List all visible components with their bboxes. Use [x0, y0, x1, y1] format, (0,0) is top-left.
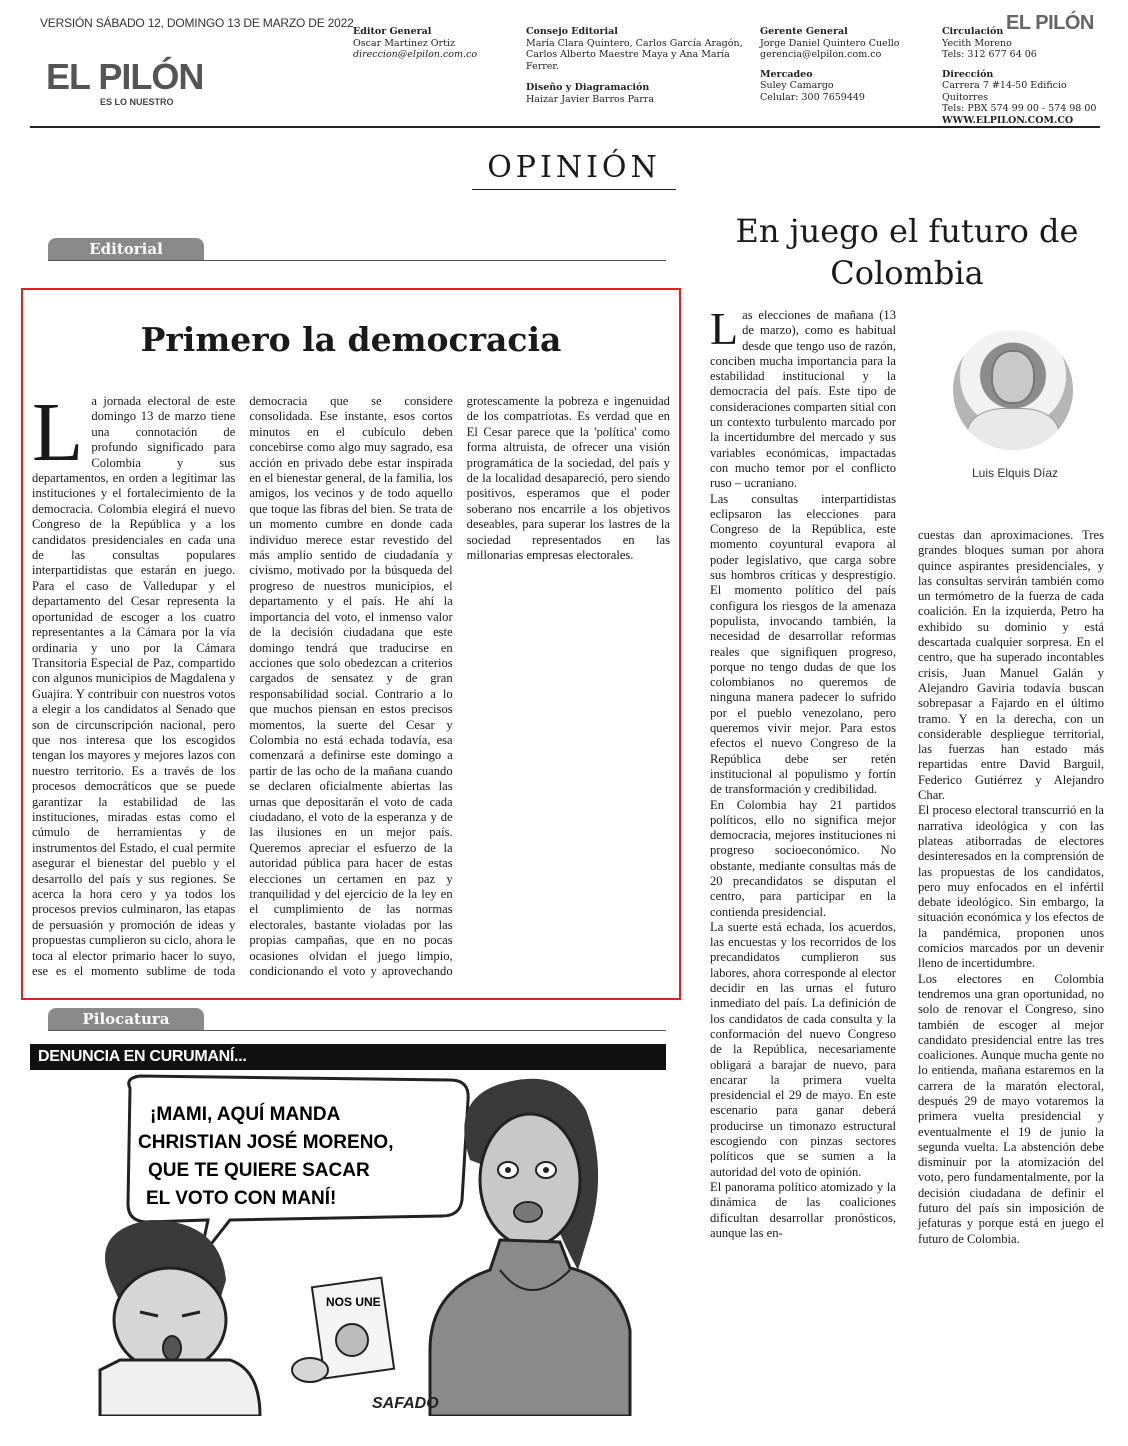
bubble-line-3: QUE TE QUIERE SACAR	[148, 1160, 370, 1181]
cartoon-tab: Pilocatura	[48, 1008, 204, 1030]
editorial-headline: Primero la democracia	[140, 320, 562, 359]
staff-circulacion: Circulación Yecith Moreno Tels: 312 677 64 06 Dirección Carrera 7 #14-50 Edificio Quitorres Tels: PBX 574 99 00 - 574 98 00 WWW.ELPILON.COM.CO	[942, 26, 1112, 126]
editor-email[interactable]: direccion@elpilon.com.co	[353, 49, 478, 60]
editorial-rule	[48, 260, 666, 261]
gerente-email[interactable]: gerencia@elpilon.com.co	[760, 49, 882, 60]
masthead-rule	[30, 126, 1100, 128]
bubble-line-1: ¡MAMI, AQUÍ MANDA	[150, 1104, 341, 1125]
website-link[interactable]: WWW.ELPILON.COM.CO	[942, 114, 1074, 126]
column-headline: En juego el futuro de Colombia	[735, 212, 1079, 292]
staff-gerente: Gerente General Jorge Daniel Quintero Cuello gerencia@elpilon.com.co Mercadeo Suley Camargo Celular: 300 7659449	[760, 26, 930, 103]
cartoon-illustration	[30, 1070, 666, 1416]
editorial-dropcap: L	[32, 386, 84, 479]
cartoonist-signature: SAFADO	[372, 1395, 439, 1412]
flyer-text: NOS UNE	[326, 1295, 381, 1309]
author-photo	[953, 330, 1073, 450]
column-text-1: Las elecciones de mañana (13 de marzo), como es habitual desde que tengo uso de razón, conciben mucha importancia para la estabilidad institucional y la democracia del país. Este tipo de consideraciones comparten sitial con un contexto turbulento marcado por la incertidumbre del mercado y sus variables económicas, impactadas con mucho temor por el conflicto ruso – ucraniano. Las consultas interpartidistas eclipsaron las elecciones para Congreso de la República, este momento coyuntural evapora al poder legislativo, que carga sobre sus hombros críticas y desprestigio. El momento político del país configura los riesgos de la amenaza populista, invocando también, la necesidad de desarrollar reformas reales que signifiquen progreso, porque no tengo dudas de que los colombianos no queremos de ninguna manera padecer lo sufrido por el pueblo venezolano, pero queremos vivir mejor. Para estos efectos el nuevo Congreso de la República debe ser retén institucional al populismo y fortín de transformación y credibilidad. En Colombia hay 21 partidos políticos, ello no significa mejor democracia, mejores instituciones ni progreso socioeconómico. No obstante, mediante consultas más de 20 precandidatos se disputan el centro, para participar en la contienda presidencial. La suerte está echada, los acuerdos, las encuestas y los recorridos de los precandidatos cumplieron sus labores, ahora corresponde al elector decidir en las urnas el futuro inmediato del país. La definición de los candidatos de cada consulta y la conformación del nuevo Congreso de la República, necesariamente obligará a barajar de nuevo, para encarar la primera vuelta presidencial el 29 de mayo. En este escenario para ganar deberá producirse un timonazo estructural escogiendo con pinzas sectores políticos que se sumen a la autoridad del voto de opinión. El panorama político atomizado y la dinámica de las coaliciones dificultan desarrollar pronósticos, aunque las en-	[710, 303, 896, 1240]
cartoon-title: DENUNCIA EN CURUMANÍ...	[30, 1044, 666, 1070]
edition-date: VERSIÓN SÁBADO 12, DOMINGO 13 DE MARZO DE 2022	[40, 16, 354, 30]
editorial-body: La jornada electoral de este domingo 13 de marzo tiene una connotación de profundo significado para Colombia y sus departamentos, en orden a legitimar las instituciones y el fortalecimiento de la democracia. Colombia elegirá el nuevo Congreso de la República y a los candidatos presidenciales en cada una de las consultas populares interpartidistas que estarán en juego. Para el caso de Valledupar y el departamento del Cesar representa la oportunidad de escoger a los cuatro representantes a la Cámara por la vía ordinaria y uno por la Cámara Transitoria Especial de Paz, compartido con algunos municipios de Magdalena y Guajira. Y contribuir con nuestros votos a elegir a los candidatos al Senado que son de circunscripción nacional, pero que nos interesa que los escogidos tengan los mayores y mejores lazos con nuestro territorio. Es a través de los procesos democráticos que se puede garantizar la estabilidad de las instituciones, miradas estas como el cúmulo de herramientas y de instrumentos del Estado, el cual permite asegurar el bienestar del pueblo y el desarrollo del país y sus regiones. Se acerca la hora cero y ya todos los procesos previos culminaron, las etapas de persuasión y promoción de ideas y propuestas cumplieron su ciclo, ahora le toca al elector primario hacer lo suyo, ese es el momento sublime de toda democracia que se considere consolidada. Ese instante, esos cortos minutos en el cubículo deben concebirse como algo muy sagrado, esa acción en privado debe estar inspirada en el bienestar general, de la familia, los amigos, los vecinos y de todo aquello que toque las fibras del bien. Se trata de un momento cumbre en donde cada individuo merece estar revestido del más amplio sentido de ciudadanía y civismo, motivado por la búsqueda del progreso de nuestros municipios, el departamento y el país. He ahí la importancia del voto, el inmenso valor de la decisión ciudadana que este domingo tendrá que traducirse en acciones que solo obedezcan a criterios cargados de sensatez y de gran responsabilidad social. Contrario a lo que muchos piensan en estos precisos momentos, la suerte del Cesar y Colombia no está echada todavía, esa comenzará a definirse este domingo a partir de las ocho de la mañana cuando se declaren oficialmente abiertas las urnas que depositarán el voto de cada ciudadano, el voto de la esperanza y de las ilusiones en un mejor país. Queremos apreciar el esfuerzo de la autoridad pública para hacer de estas elecciones un certamen en paz y tranquilidad y del ejercicio de la ley en el cumplimiento de las normas electorales, bastante violadas por las propias campañas, que en no pocas ocasiones olvidan el juego limpio, condicionando el voto y aprovechando grotescamente la pobreza e ingenuidad de los compatriotas. Es verdad que en El Cesar parece que la 'política' como forma altruista, de ofrecer una visión programática de la sociedad, del país y de la localidad desapareció, pero siendo positivos, esperamos que el poder soberano nos encarrile a los objetivos deseables, para superar los lastres de la sociedad representados en las millonarias empresas electorales.	[32, 386, 670, 979]
editorial-box	[21, 288, 681, 1000]
bubble-line-4: EL VOTO CON MANÍ!	[146, 1188, 337, 1209]
newspaper-logo: EL PILÓN	[46, 56, 204, 97]
editorial-tab: Editorial	[48, 238, 204, 260]
section-title: OPINIÓN	[472, 150, 676, 190]
column-dropcap: L	[710, 303, 739, 354]
column-text-2: cuestas dan aproximaciones. Tres grandes bloques suman por ahora quince aspirantes presidenciales, y las consultas servirán también como un termómetro de la fuerza de cada coalición. En la izquierda, Petro ha exhibido su dominio y está descartada cualquier sorpresa. En el centro, que ha superado incontables crisis, Juan Manuel Galán y Alejandro Gaviria todavía buscan sobrepasar a Fajardo en el último tramo. Y en la derecha, con un considerable despliegue territorial, las fuerzas han estado más repartidas entre David Barguil, Federico Gutiérrez y Alejandro Char. El proceso electoral transcurrió en la narrativa ideológica y con las plateas atiborradas de electores desinteresados en la comprensión de las propuestas de los candidatos, pero muy enfocados en el infértil debate ideológico. Sin embargo, la situación económica y los efectos de la pandémica, proponen unos comicios marcados por un devenir lleno de incertidumbre. Los electores en Colombia tendremos una gran oportunidad, no solo de renovar el Congreso, sino también de escoger al mejor candidato presidencial entre las tres coaliciones. Aunque mucha gente no lo entienda, mañana estaremos en la carrera de la maratón electoral, después 29 de mayo votaremos la primera vuelta presidencial y eventualmente el 19 de junio la segunda vuelta. La abstención debe disminuir por la atomización del voto, pero fundamentalmente, por la decisión ciudadana de definir el futuro del país sin imposición de jefaturas y porque está en juego el futuro de Colombia.	[918, 528, 1104, 1246]
author-name: Luis Elquis Díaz	[971, 466, 1059, 480]
staff-editor: Editor General Oscar Martínez Ortiz direccion@elpilon.com.co	[353, 26, 513, 61]
logo-tagline: ES LO NUESTRO	[100, 97, 174, 107]
staff-consejo: Consejo Editorial María Clara Quintero, Carlos García Aragón, Carlos Alberto Maestre Maya y Ana María Ferrer. Diseño y Diagramación Haizar Javier Barros Parra	[526, 26, 743, 105]
cartoon-rule	[48, 1030, 666, 1031]
small-logo: EL PILÓN	[1006, 12, 1094, 34]
bubble-line-2: CHRISTIAN JOSÉ MORENO,	[138, 1132, 394, 1153]
